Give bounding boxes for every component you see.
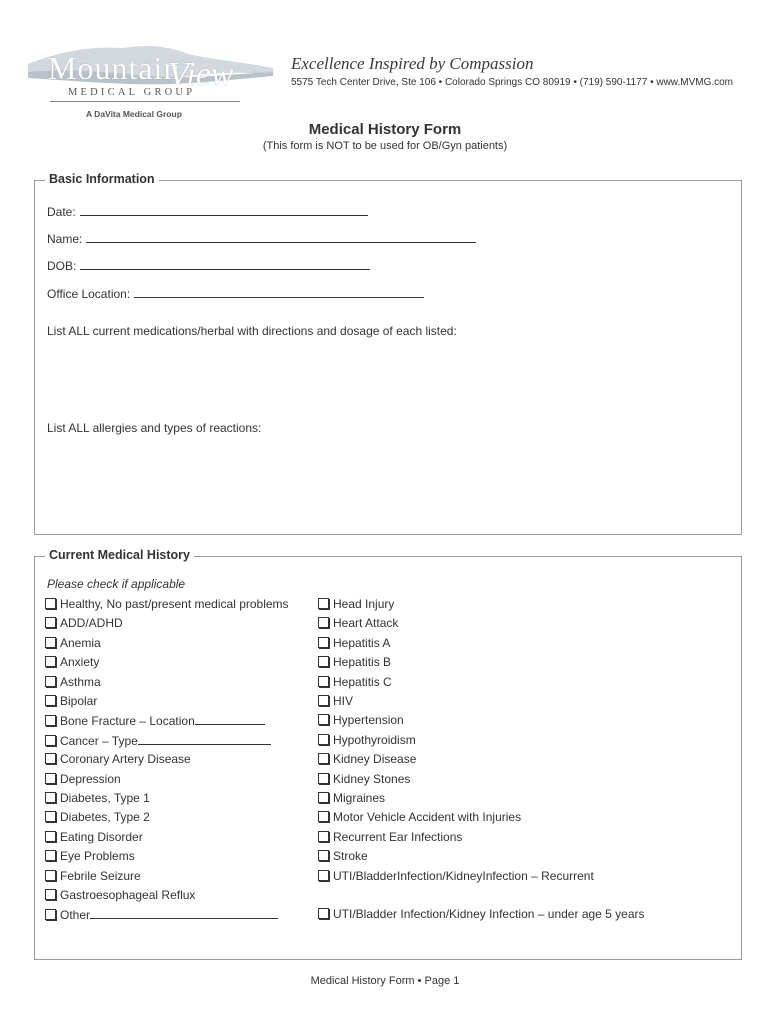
name-field: [47, 231, 476, 246]
condition-label: Anemia: [60, 635, 101, 650]
office-location-field: [47, 286, 424, 301]
condition-checkbox-item[interactable]: [45, 772, 121, 786]
logo-wordmark-script: View: [168, 56, 234, 93]
medications-prompt: List ALL current medications/herbal with directions and dosage of each listed:: [47, 324, 457, 338]
condition-checkbox-item[interactable]: [45, 616, 123, 630]
basic-information-section: [34, 172, 742, 535]
condition-checkbox-item[interactable]: [45, 636, 101, 650]
condition-checkbox-item[interactable]: [318, 772, 410, 786]
checkbox-icon[interactable]: [318, 714, 329, 725]
checkbox-icon[interactable]: [45, 735, 56, 746]
checkbox-icon[interactable]: [318, 637, 329, 648]
checkbox-icon[interactable]: [45, 831, 56, 842]
condition-label: Depression: [60, 771, 121, 786]
condition-checkbox-item[interactable]: [318, 830, 462, 844]
condition-checkbox-item[interactable]: [45, 869, 141, 883]
condition-checkbox-item[interactable]: [318, 733, 416, 747]
condition-label: Recurrent Ear Infections: [333, 829, 463, 844]
office-location-label: Office Location:: [47, 287, 131, 301]
condition-checkbox-item[interactable]: [318, 849, 368, 863]
tagline: Excellence Inspired by Compassion: [291, 54, 534, 73]
checkbox-icon[interactable]: [45, 676, 56, 687]
condition-checkbox-item[interactable]: [318, 810, 521, 824]
condition-label: Gastroesophageal Reflux: [60, 888, 196, 902]
checkbox-icon[interactable]: [318, 811, 329, 822]
condition-label: UTI/BladderInfection/KidneyInfection – Recurrent: [333, 868, 594, 883]
condition-label: Diabetes, Type 1: [60, 791, 150, 805]
page-footer: Medical History Form • Page 1: [310, 975, 460, 987]
current-medical-history-section: [34, 548, 742, 960]
checkbox-icon[interactable]: [318, 908, 329, 919]
condition-label: Eating Disorder: [60, 829, 143, 844]
condition-label: Heart Attack: [333, 616, 399, 631]
dob-input-line[interactable]: [80, 258, 370, 270]
section-legend: Current Medical History: [45, 548, 194, 562]
logo-group-text: MEDICAL GROUP: [68, 87, 196, 98]
condition-label: Kidney Stones: [333, 771, 411, 786]
write-in-line[interactable]: [195, 713, 265, 725]
checkbox-icon[interactable]: [318, 617, 329, 628]
condition-checkbox-item[interactable]: [45, 752, 191, 766]
checkbox-icon[interactable]: [45, 637, 56, 648]
condition-label: Febrile Seizure: [60, 868, 141, 883]
checkbox-icon[interactable]: [45, 656, 56, 667]
checkbox-icon[interactable]: [318, 831, 329, 842]
checkbox-icon[interactable]: [45, 850, 56, 861]
date-label: Date:: [47, 205, 76, 219]
name-input-line[interactable]: [86, 231, 476, 243]
checkbox-icon[interactable]: [318, 734, 329, 745]
condition-label: Migraines: [333, 791, 386, 805]
logo-parent-text: A DaVita Medical Group: [86, 109, 182, 119]
check-instruction: Please check if applicable: [47, 577, 186, 591]
condition-label: Bipolar: [60, 694, 98, 708]
condition-label: ADD/ADHD: [60, 616, 123, 631]
condition-checkbox-item[interactable]: [45, 733, 271, 748]
condition-label: Kidney Disease: [333, 752, 417, 767]
checkbox-icon[interactable]: [45, 773, 56, 784]
office-location-input-line[interactable]: [134, 286, 424, 298]
date-input-line[interactable]: [80, 204, 368, 216]
condition-checkbox-item[interactable]: [318, 616, 398, 630]
condition-checkbox-item[interactable]: [318, 907, 645, 921]
condition-checkbox-item[interactable]: [45, 810, 150, 824]
condition-label: Cancer – Type: [60, 733, 138, 748]
condition-label: Hepatitis C: [333, 674, 392, 689]
condition-label: Bone Fracture – Location: [60, 714, 195, 729]
checkbox-icon[interactable]: [45, 889, 56, 900]
condition-checkbox-item[interactable]: [318, 752, 416, 766]
condition-checkbox-item[interactable]: [45, 597, 289, 611]
dob-label: DOB:: [47, 259, 77, 273]
checkbox-icon[interactable]: [318, 870, 329, 881]
checkbox-icon[interactable]: [45, 792, 56, 803]
condition-checkbox-item[interactable]: [45, 655, 99, 669]
checkbox-icon[interactable]: [45, 753, 56, 764]
medications-answer-area[interactable]: [47, 341, 727, 411]
condition-label: Eye Problems: [60, 849, 135, 864]
page-title: Medical History Form: [308, 121, 462, 138]
checkbox-icon[interactable]: [318, 773, 329, 784]
condition-checkbox-item[interactable]: [318, 694, 353, 708]
condition-checkbox-item[interactable]: [45, 907, 278, 922]
checkbox-icon[interactable]: [318, 656, 329, 667]
condition-label: Stroke: [333, 849, 368, 864]
name-label: Name:: [47, 232, 83, 246]
checkbox-icon[interactable]: [318, 676, 329, 687]
condition-checkbox-item[interactable]: [318, 636, 390, 650]
condition-label: Head Injury: [333, 597, 395, 611]
logo-divider: [50, 101, 240, 102]
checkbox-icon[interactable]: [318, 850, 329, 861]
condition-checkbox-item[interactable]: [45, 888, 195, 902]
condition-label: Healthy, No past/present medical problems: [60, 597, 289, 611]
condition-checkbox-item[interactable]: [318, 675, 392, 689]
checkbox-icon[interactable]: [45, 695, 56, 706]
date-field: [47, 204, 368, 219]
condition-label: UTI/Bladder Infection/Kidney Infection – under age 5 years: [333, 907, 645, 922]
logo: [28, 42, 278, 122]
checkbox-icon[interactable]: [45, 617, 56, 628]
condition-label: Hepatitis A: [333, 635, 391, 650]
checkbox-icon[interactable]: [45, 909, 56, 920]
condition-label: Hepatitis B: [333, 655, 392, 670]
checkbox-icon[interactable]: [45, 715, 56, 726]
condition-label: Motor Vehicle Accident with Injuries: [333, 810, 522, 825]
logo-wordmark: Mountain: [48, 50, 181, 86]
condition-checkbox-item[interactable]: [45, 849, 135, 863]
write-in-line[interactable]: [138, 733, 271, 745]
checkbox-icon[interactable]: [318, 792, 329, 803]
condition-checkbox-item[interactable]: [318, 869, 594, 883]
checkbox-icon[interactable]: [45, 811, 56, 822]
condition-label: Hypertension: [333, 713, 404, 728]
page-subtitle: (This form is NOT to be used for OB/Gyn patients): [262, 140, 508, 152]
allergies-prompt: List ALL allergies and types of reactions:: [47, 421, 262, 435]
condition-label: Anxiety: [60, 655, 100, 670]
address-line: 5575 Tech Center Drive, Ste 106 • Colorado Springs CO 80919 • (719) 590-1177 • www.MVMG.com: [291, 77, 734, 88]
condition-checkbox-item[interactable]: [45, 694, 97, 708]
condition-checkbox-item[interactable]: [318, 597, 394, 611]
write-in-line[interactable]: [90, 907, 278, 919]
condition-label: Asthma: [60, 674, 101, 689]
condition-checkbox-item[interactable]: [45, 791, 150, 805]
checkbox-icon[interactable]: [318, 753, 329, 764]
condition-checkbox-item[interactable]: [318, 655, 391, 669]
condition-checkbox-item[interactable]: [45, 830, 143, 844]
checkbox-icon[interactable]: [45, 598, 56, 609]
condition-checkbox-item[interactable]: [318, 713, 404, 727]
dob-field: [47, 258, 370, 273]
allergies-answer-area[interactable]: [47, 439, 727, 524]
checkbox-icon[interactable]: [318, 598, 329, 609]
condition-checkbox-item[interactable]: [45, 713, 265, 728]
condition-label: Diabetes, Type 2: [60, 810, 150, 825]
condition-label: Hypothyroidism: [333, 732, 416, 747]
section-legend: Basic Information: [45, 172, 159, 186]
condition-label: Coronary Artery Disease: [60, 752, 191, 767]
checkbox-icon[interactable]: [318, 695, 329, 706]
condition-label: HIV: [333, 694, 354, 708]
checkbox-icon[interactable]: [45, 870, 56, 881]
condition-label: Other: [60, 908, 91, 923]
condition-checkbox-item[interactable]: [45, 675, 101, 689]
condition-checkbox-item[interactable]: [318, 791, 385, 805]
